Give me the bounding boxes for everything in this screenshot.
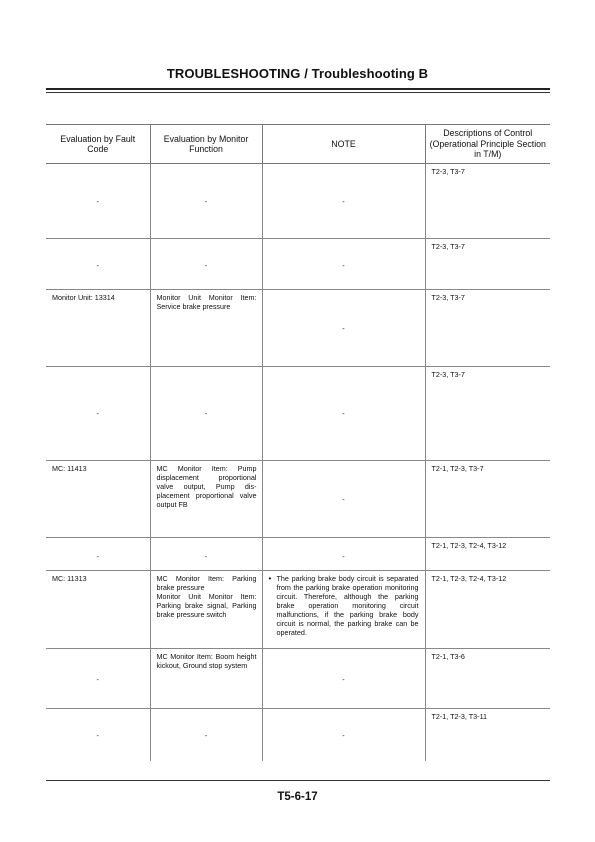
table-row — [46, 571, 550, 649]
table-row — [46, 164, 550, 239]
note-cell: - — [262, 538, 425, 571]
control-cell: T2-3, T3-7 — [425, 367, 550, 461]
monitor-cell: - — [150, 239, 262, 290]
col-header-note: NOTE — [262, 125, 425, 164]
table-header-row — [46, 125, 550, 164]
table-row — [46, 649, 550, 709]
table-row — [46, 239, 550, 290]
note-bullet-item: • The parking brake body circuit is separated from the parking brake operation monitoring circuit. Therefore, although the parking brake operation monitoring circuit malfunctions, if the parking brake body circuit is normal, the parking brake can be operated. — [277, 574, 419, 637]
header-rule-thin — [46, 92, 550, 93]
fault-code-cell: - — [46, 709, 150, 761]
note-cell: - — [262, 290, 425, 367]
page-title: TROUBLESHOOTING / Troubleshooting B — [166, 66, 429, 81]
page-number: T5-6-17 — [277, 791, 318, 803]
col-header-monitor-function: Evaluation by Monitor Function — [150, 125, 262, 164]
troubleshooting-table — [46, 124, 550, 761]
table-row — [46, 538, 550, 571]
monitor-cell: - — [150, 367, 262, 461]
note-cell: - — [262, 239, 425, 290]
fault-code-cell: - — [46, 649, 150, 709]
note-cell: - — [262, 164, 425, 239]
col-header-control-description: Descriptions of Control (Operational Principle Section in T/M) — [425, 125, 550, 164]
note-cell: - — [262, 709, 425, 761]
note-cell: - — [262, 649, 425, 709]
control-cell: T2-3, T3-7 — [425, 164, 550, 239]
fault-code-cell: - — [46, 367, 150, 461]
table-row — [46, 367, 550, 461]
control-cell: T2-1, T3-6 — [425, 649, 550, 709]
fault-code-cell: - — [46, 538, 150, 571]
table-row — [46, 709, 550, 761]
note-cell: - — [262, 367, 425, 461]
monitor-cell: Monitor Unit Monitor Item: Service brake pressure — [150, 290, 262, 367]
fault-code-cell: Monitor Unit: 13314 — [46, 290, 150, 367]
fault-code-cell: - — [46, 239, 150, 290]
monitor-cell: MC Monitor Item: Boom height kickout, Ground stop system — [150, 649, 262, 709]
monitor-cell: - — [150, 164, 262, 239]
table-row — [46, 461, 550, 538]
footer-rule — [46, 780, 550, 781]
control-cell: T2-3, T3-7 — [425, 239, 550, 290]
note-bullet-list — [263, 571, 425, 637]
control-cell: T2-1, T2-3, T2-4, T3-12 — [425, 571, 550, 649]
monitor-cell: - — [150, 538, 262, 571]
control-cell: T2-1, T2-3, T3-11 — [425, 709, 550, 761]
note-cell: - — [262, 461, 425, 538]
fault-code-cell: MC: 11313 — [46, 571, 150, 649]
fault-code-cell: MC: 11413 — [46, 461, 150, 538]
header-rule-thick — [46, 88, 550, 90]
monitor-cell: MC Monitor Item: Parking brake pressure Monitor Unit Monitor Item: Parking brake signal, Parking brake pressure switch — [150, 571, 262, 649]
fault-code-cell: - — [46, 164, 150, 239]
note-cell — [262, 571, 425, 649]
table-row — [46, 290, 550, 367]
control-cell: T2-1, T2-3, T3-7 — [425, 461, 550, 538]
monitor-cell: MC Monitor Item: Pump displacement proportional valve output, Pump dis-placement proportional valve output FB — [150, 461, 262, 538]
col-header-fault-code: Evaluation by Fault Code — [46, 125, 150, 164]
control-cell: T2-1, T2-3, T2-4, T3-12 — [425, 538, 550, 571]
monitor-cell: - — [150, 709, 262, 761]
control-cell: T2-3, T3-7 — [425, 290, 550, 367]
